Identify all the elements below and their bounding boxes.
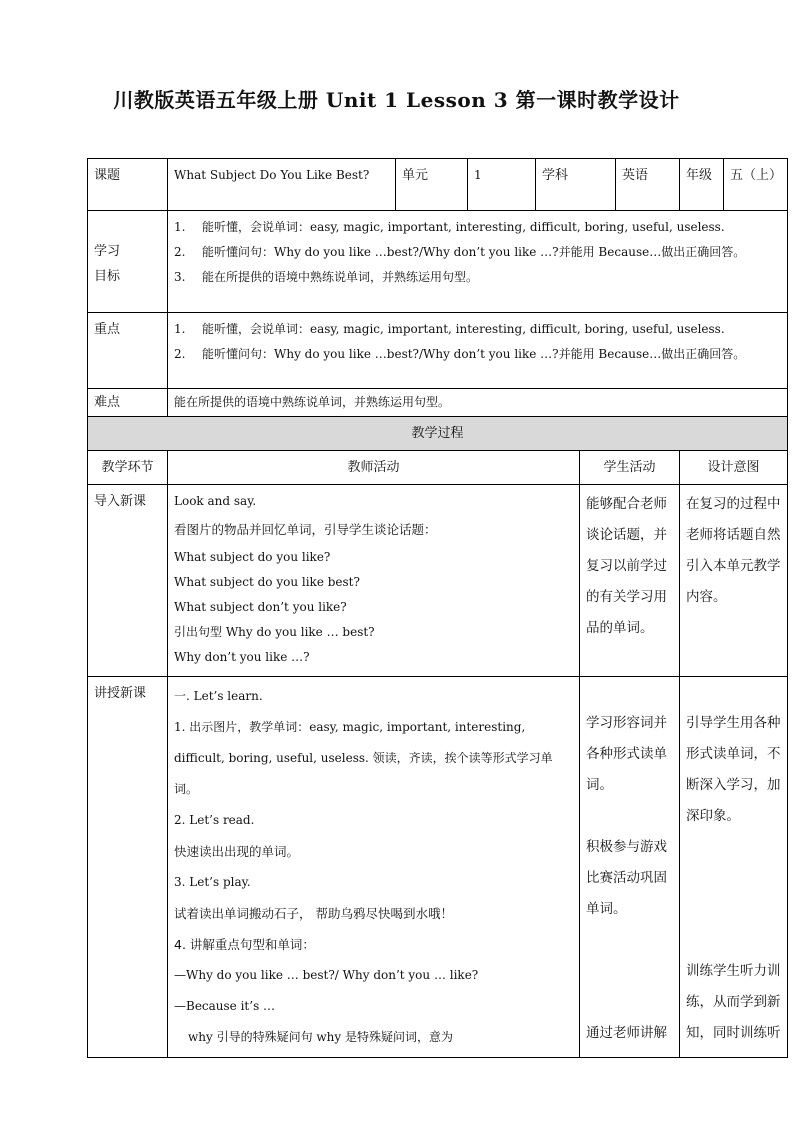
process-row-intro (88, 485, 788, 677)
difficulty-text: 能在所提供的语境中熟练说单词，并熟练运用句型。 (168, 389, 788, 417)
lesson-plan-table (87, 158, 788, 1058)
teacher-activity-new-lesson (168, 677, 580, 1058)
process-heading-row (88, 417, 788, 451)
key-point-item: 2. 能听懂问句：Why do you like …best?/Why don’t you like …?并能用 Because…做出正确回答。 (174, 347, 746, 361)
key-points-cell (168, 313, 788, 389)
topic-label: 课题 (88, 159, 168, 211)
teacher-line: 4. 讲解重点句型和单词： (174, 937, 315, 952)
info-row (88, 159, 788, 211)
key-points-list (174, 317, 781, 367)
teacher-line: 一. Let’s learn. (174, 689, 263, 703)
topic-value: What Subject Do You Like Best? (168, 159, 396, 211)
difficulty-label: 难点 (88, 389, 168, 417)
teacher-line: why 引导的特殊疑问句 why 是特殊疑问词，意为 (188, 1030, 454, 1044)
objectives-list (174, 215, 781, 290)
teacher-line: 快速读出出现的单词。 (174, 844, 300, 859)
teacher-line: 1. 出示图片，教学单词：easy, magic, important, interesting, difficult, boring, useful, useless. 领读，齐读，挨个读等形式学习单词。 (174, 720, 553, 796)
process-heading: 教学过程 (88, 417, 788, 451)
unit-value: 1 (468, 159, 536, 211)
subject-value: 英语 (616, 159, 680, 211)
col-teacher-header: 教师活动 (168, 451, 580, 485)
subject-label: 学科 (536, 159, 616, 211)
student-activity-intro: 能够配合老师谈论话题，并复习以前学过的有关学习用品的单词。 (580, 485, 680, 677)
col-intent-header: 设计意图 (680, 451, 788, 485)
objective-item: 2. 能听懂问句：Why do you like …best?/Why don’t you like …?并能用 Because…做出正确回答。 (174, 245, 746, 259)
teacher-line: 3. Let’s play. (174, 875, 251, 889)
teacher-line: 2. Let’s read. (174, 813, 255, 827)
design-intent-new-lesson (680, 677, 788, 1058)
objectives-label: 学习目标 (88, 211, 168, 313)
objectives-row (88, 211, 788, 313)
teacher-line: —Because it’s … (174, 999, 276, 1013)
teacher-line: 看图片的物品并回忆单词，引导学生谈论话题： (174, 522, 437, 537)
grade-value: 五（上） (724, 159, 788, 211)
teacher-line: Look and say. (174, 494, 257, 508)
teacher-line: 试着读出单词搬动石子， 帮助乌鸦尽快喝到水哦！ (174, 906, 453, 921)
grade-label: 年级 (680, 159, 724, 211)
key-point-item: 1. 能听懂，会说单词：easy, magic, important, interesting, difficult, boring, useful, useless. (174, 322, 725, 336)
difficulty-row (88, 389, 788, 417)
teacher-line: —Why do you like … best?/ Why don’t you … like? (174, 968, 479, 982)
student-activity-part: 积极参与游戏比赛活动巩固单词。 (586, 839, 667, 917)
design-intent-part: 训练学生听力训练，从而学到新知，同时训练听 (686, 963, 781, 1041)
design-intent-intro: 在复习的过程中老师将话题自然引入本单元教学内容。 (680, 485, 788, 677)
document-title: 川教版英语五年级上册 Unit 1 Lesson 3 第一课时教学设计 (113, 88, 680, 112)
process-column-headers (88, 451, 788, 485)
objectives-cell (168, 211, 788, 313)
stage-new-lesson: 讲授新课 (88, 677, 168, 1058)
teacher-line: 引出句型 Why do you like … best? (174, 625, 375, 639)
col-stage-header: 教学环节 (88, 451, 168, 485)
design-intent-part: 引导学生用各种形式读单词，不断深入学习，加深印象。 (686, 715, 781, 824)
student-activity-part: 通过老师讲解 (586, 1025, 667, 1041)
col-student-header: 学生活动 (580, 451, 680, 485)
objective-item: 3. 能在所提供的语境中熟练说单词，并熟练运用句型。 (174, 270, 479, 284)
teacher-line: What subject do you like best? (174, 575, 360, 589)
teacher-activity-intro (168, 485, 580, 677)
teacher-line: What subject don’t you like? (174, 600, 347, 614)
student-activity-new-lesson (580, 677, 680, 1058)
student-activity-part: 学习形容词并各种形式读单词。 (586, 715, 667, 793)
unit-label: 单元 (396, 159, 468, 211)
teacher-line: What subject do you like? (174, 550, 331, 564)
process-row-new-lesson (88, 677, 788, 1058)
stage-intro: 导入新课 (88, 485, 168, 677)
key-points-row (88, 313, 788, 389)
key-points-label: 重点 (88, 313, 168, 389)
teacher-line: Why don’t you like …? (174, 650, 310, 664)
objective-item: 1. 能听懂，会说单词：easy, magic, important, interesting, difficult, boring, useful, useless. (174, 220, 725, 234)
